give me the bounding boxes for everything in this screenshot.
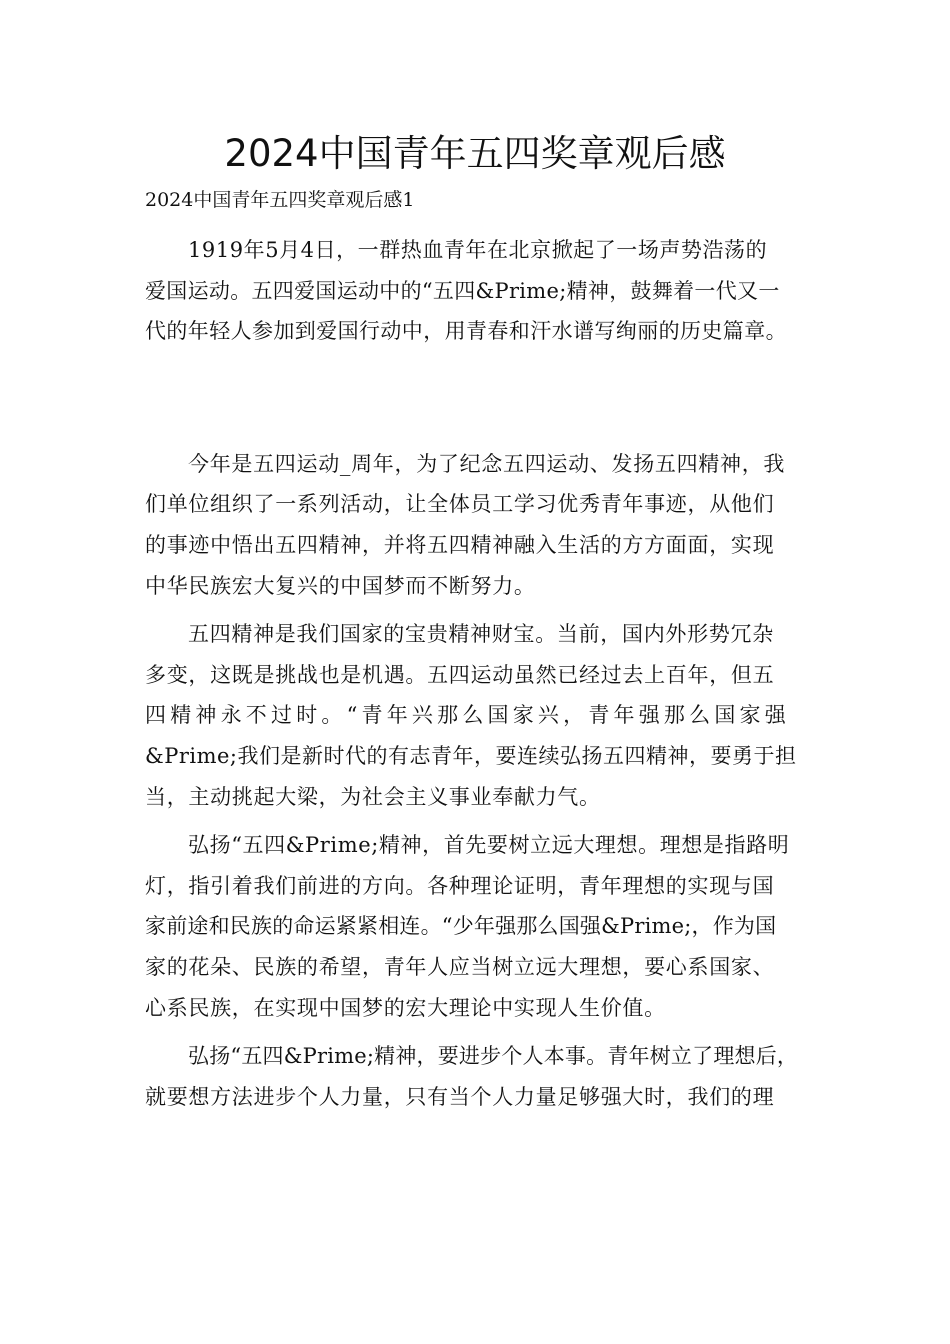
- paragraph-line: 四精神永不过时。“青年兴那么国家兴，青年强那么国家强: [145, 703, 790, 728]
- paragraph-line: 灯，指引着我们前进的方向。各种理论证明，青年理想的实现与国: [145, 873, 775, 898]
- paragraph-gap: [145, 1028, 825, 1036]
- paragraph-3: [145, 614, 825, 817]
- document-subtitle: 2024中国青年五四奖章观后感1: [145, 189, 415, 211]
- paragraph-line: &Prime;我们是新时代的有志青年，要连续弘扬五四精神，要勇于担: [145, 743, 797, 768]
- paragraph-line: 家的花朵、民族的希望，青年人应当树立远大理想，要心系国家、: [145, 954, 775, 979]
- paragraph-4: [145, 825, 825, 1028]
- paragraph-line: 就要想方法进步个人力量，只有当个人力量足够强大时，我们的理: [145, 1084, 775, 1109]
- paragraph-line: 家前途和民族的命运紧紧相连。“少年强那么国强&Prime;，作为国: [145, 914, 777, 939]
- document-title: 2024中国青年五四奖章观后感: [224, 132, 726, 175]
- paragraph-2: [145, 444, 825, 606]
- paragraph-line: 今年是五四运动_周年，为了纪念五四运动、发扬五四精神，我: [188, 451, 786, 476]
- paragraph-line: 心系民族，在实现中国梦的宏大理论中实现人生价值。: [145, 995, 666, 1020]
- paragraph-gap: [145, 352, 825, 444]
- paragraph-gap: [145, 817, 825, 825]
- paragraph-line: 中华民族宏大复兴的中国梦而不断努力。: [145, 573, 536, 598]
- paragraph-line: 的事迹中悟出五四精神，并将五四精神融入生活的方方面面，实现: [145, 532, 775, 557]
- paragraph-line: 多变，这既是挑战也是机遇。五四运动虽然已经过去上百年，但五: [145, 662, 775, 687]
- paragraph-line: 弘扬“五四&Prime;精神，要进步个人本事。青年树立了理想后，: [188, 1044, 799, 1069]
- paragraph-line: 们单位组织了一系列活动，让全体员工学习优秀青年事迹，从他们: [145, 492, 775, 517]
- paragraph-line: 弘扬“五四&Prime;精神，首先要树立远大理想。理想是指路明: [188, 833, 790, 858]
- paragraph-1: [145, 230, 825, 352]
- paragraph-line: 五四精神是我们国家的宝贵精神财宝。当前，国内外形势冗杂: [188, 622, 774, 647]
- document-body: [145, 230, 825, 1117]
- paragraph-5: [145, 1036, 825, 1117]
- paragraph-line: 爱国运动。五四爱国运动中的“五四&Prime;精神，鼓舞着一代又一: [145, 278, 780, 303]
- paragraph-line: 当，主动挑起大梁，为社会主义事业奉献力气。: [145, 784, 601, 809]
- paragraph-line: 代的年轻人参加到爱国行动中，用青春和汗水谱写绚丽的历史篇章。: [145, 319, 787, 344]
- paragraph-line: 1919年5月4日，一群热血青年在北京掀起了一场声势浩荡的: [188, 238, 768, 262]
- paragraph-gap: [145, 606, 825, 614]
